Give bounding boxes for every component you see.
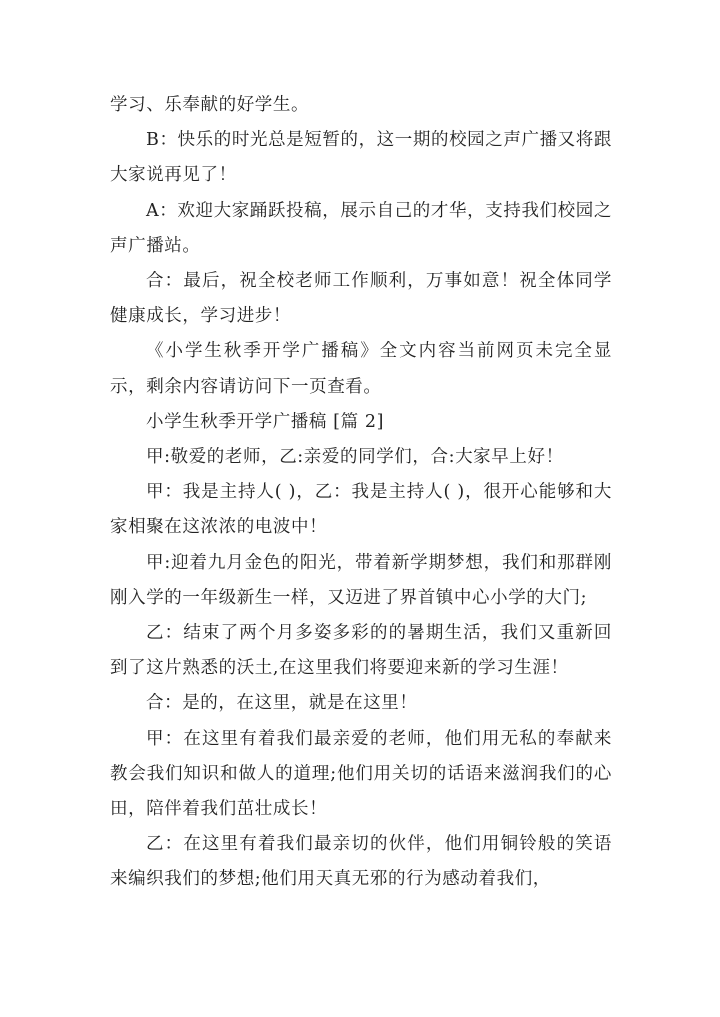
paragraph-8: 甲：我是主持人( )，乙：我是主持人( )，很开心能够和大家相聚在这浓浓的电波中！ <box>110 482 612 538</box>
paragraph-2: B：快乐的时光总是短暂的，这一期的校园之声广播又将跟大家说再见了！ <box>110 130 612 186</box>
paragraph-1: 学习、乐奉献的好学生。 <box>110 95 310 115</box>
paragraph-9: 甲:迎着九月金色的阳光，带着新学期梦想，我们和那群刚刚入学的一年级新生一样，又迈进了界首镇中心小学的大门; <box>110 552 612 608</box>
paragraph-4: 合：最后，祝全校老师工作顺利，万事如意！祝全体同学健康成长，学习进步！ <box>110 271 612 327</box>
paragraph-11: 合：是的，在这里，就是在这里！ <box>146 693 418 714</box>
paragraph-10: 乙：结束了两个月多姿多彩的的暑期生活，我们又重新回到了这片熟悉的沃土,在这里我们将要迎来新的学习生涯！ <box>110 623 612 679</box>
paragraph-3: A：欢迎大家踊跃投稿，展示自己的才华，支持我们校园之声广播站。 <box>110 200 612 256</box>
paragraph-7: 甲:敬爱的老师，乙:亲爱的同学们，合:大家早上好！ <box>146 447 564 468</box>
paragraph-13: 乙：在这里有着我们最亲切的伙伴，他们用铜铃般的笑语来编织我们的梦想;他们用天真无邪的行为感动着我们， <box>110 834 612 890</box>
section-heading: 小学生秋季开学广播稿 [篇 2] <box>146 411 385 432</box>
paragraph-12: 甲：在这里有着我们最亲爱的老师，他们用无私的奉献来教会我们知识和做人的道理;他们用关切的话语来滋润我们的心田，陪伴着我们茁壮成长！ <box>110 728 612 820</box>
document-body <box>110 88 612 898</box>
paragraph-5: 《小学生秋季开学广播稿》全文内容当前网页未完全显示，剩余内容请访问下一页查看。 <box>110 341 612 397</box>
